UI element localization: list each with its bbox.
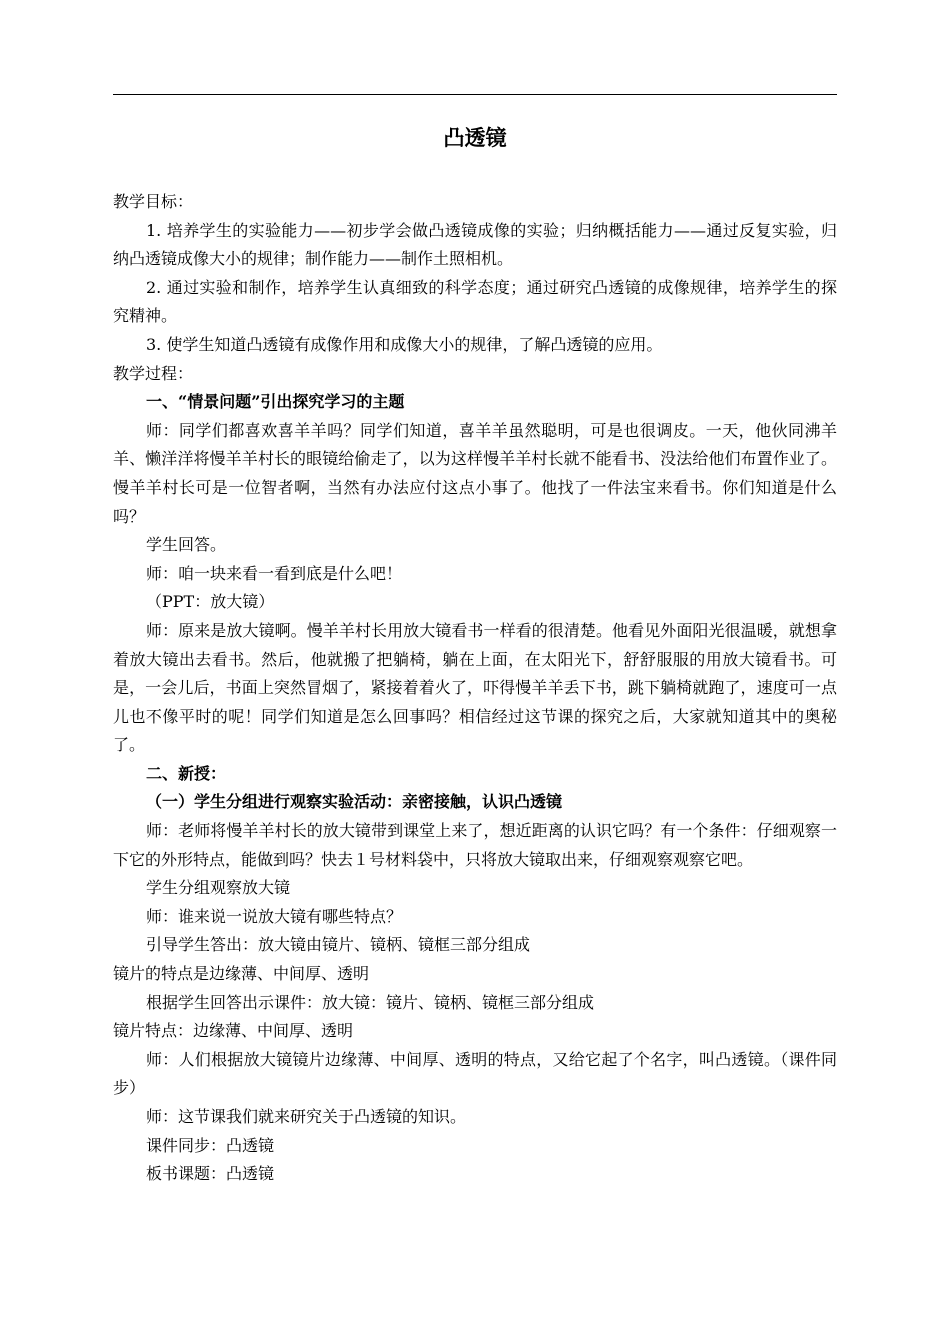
objective-item-3: 3. 使学生知道凸透镜有成像作用和成像大小的规律，了解凸透镜的应用。 (146, 334, 663, 354)
section2-paragraph: 镜片特点：边缘薄、中间厚、透明 (113, 1021, 354, 1041)
section2-paragraph: 课件同步：凸透镜 (146, 1135, 275, 1155)
section2-paragraph: 师：这节课我们就来研究关于凸透镜的知识。 (146, 1107, 467, 1126)
section2-paragraph: 师：谁来说一说放大镜有哪些特点？ (146, 906, 403, 926)
header-rule (113, 94, 837, 95)
section2-heading: 二、新授： (146, 763, 227, 783)
section2-subheading: （一）学生分组进行观察实验活动：亲密接触，认识凸透镜 (146, 792, 563, 812)
section1-paragraph: 师：同学们都喜欢喜羊羊吗？同学们知道，喜羊羊虽然聪明，可是也很调皮。一天，他伙同沸羊羊、懒洋洋将慢羊羊村长的眼镜给偷走了，以为这样慢羊羊村长就不能看书、没法给他们布置作业了。慢羊羊村长可是一位智者啊，当然有办法应付这点小事了。他找了一件法宝来看书。你们知道是什么吗？ (113, 420, 837, 526)
section1-paragraph: 学生回答。 (146, 535, 227, 555)
objectives-heading: 教学目标： (113, 192, 194, 211)
section2-paragraph: 师：老师将慢羊羊村长的放大镜带到课堂上来了，想近距离的认识它吗？有一个条件：仔细观察一下它的外形特点，能做到吗？快去１号材料袋中，只将放大镜取出来，仔细观察观察它吧。 (113, 821, 837, 869)
objective-item-2: 2. 通过实验和制作，培养学生认真细致的科学态度；通过研究凸透镜的成像规律，培养学生的探究精神。 (113, 277, 837, 326)
section2-paragraph: 板书课题：凸透镜 (146, 1164, 275, 1184)
section1-paragraph: 师：原来是放大镜啊。慢羊羊村长用放大镜看书一样看的很清楚。他看见外面阳光很温暖，就想拿着放大镜出去看书。然后，他就搬了把躺椅，躺在上面，在太阳光下，舒舒服服的用放大镜看书。可是，一会儿后，书面上突然冒烟了，紧接着着火了，吓得慢羊羊丢下书，跳下躺椅就跑了，速度可一点儿也不像平时的呢！同学们知道是怎么回事吗？相信经过这节课的探究之后，大家就知道其中的奥秘了。 (113, 620, 837, 755)
document-body (113, 188, 837, 1189)
section2-paragraph: 根据学生回答出示课件：放大镜：镜片、镜柄、镜框三部分组成 (146, 992, 595, 1012)
section2-paragraph: 镜片的特点是边缘薄、中间厚、透明 (113, 964, 370, 984)
page-title: 凸透镜 (443, 125, 507, 150)
section2-paragraph: 学生分组观察放大镜 (146, 878, 291, 898)
objective-item-1: 1. 培养学生的实验能力——初步学会做凸透镜成像的实验；归纳概括能力——通过反复实验，归纳凸透镜成像大小的规律；制作能力——制作土照相机。 (113, 220, 837, 269)
section1-paragraph: （PPT：放大镜） (146, 592, 275, 612)
section2-paragraph: 引导学生答出：放大镜由镜片、镜柄、镜框三部分组成 (146, 935, 531, 955)
section2-paragraph: 师：人们根据放大镜镜片边缘薄、中间厚、透明的特点，又给它起了个名字，叫凸透镜。（课件同步） (113, 1049, 837, 1098)
section1-heading: 一、“情景问题”引出探究学习的主题 (146, 392, 405, 412)
process-heading: 教学过程： (113, 363, 194, 383)
section1-paragraph: 师：咱一块来看一看到底是什么吧！ (146, 563, 403, 583)
